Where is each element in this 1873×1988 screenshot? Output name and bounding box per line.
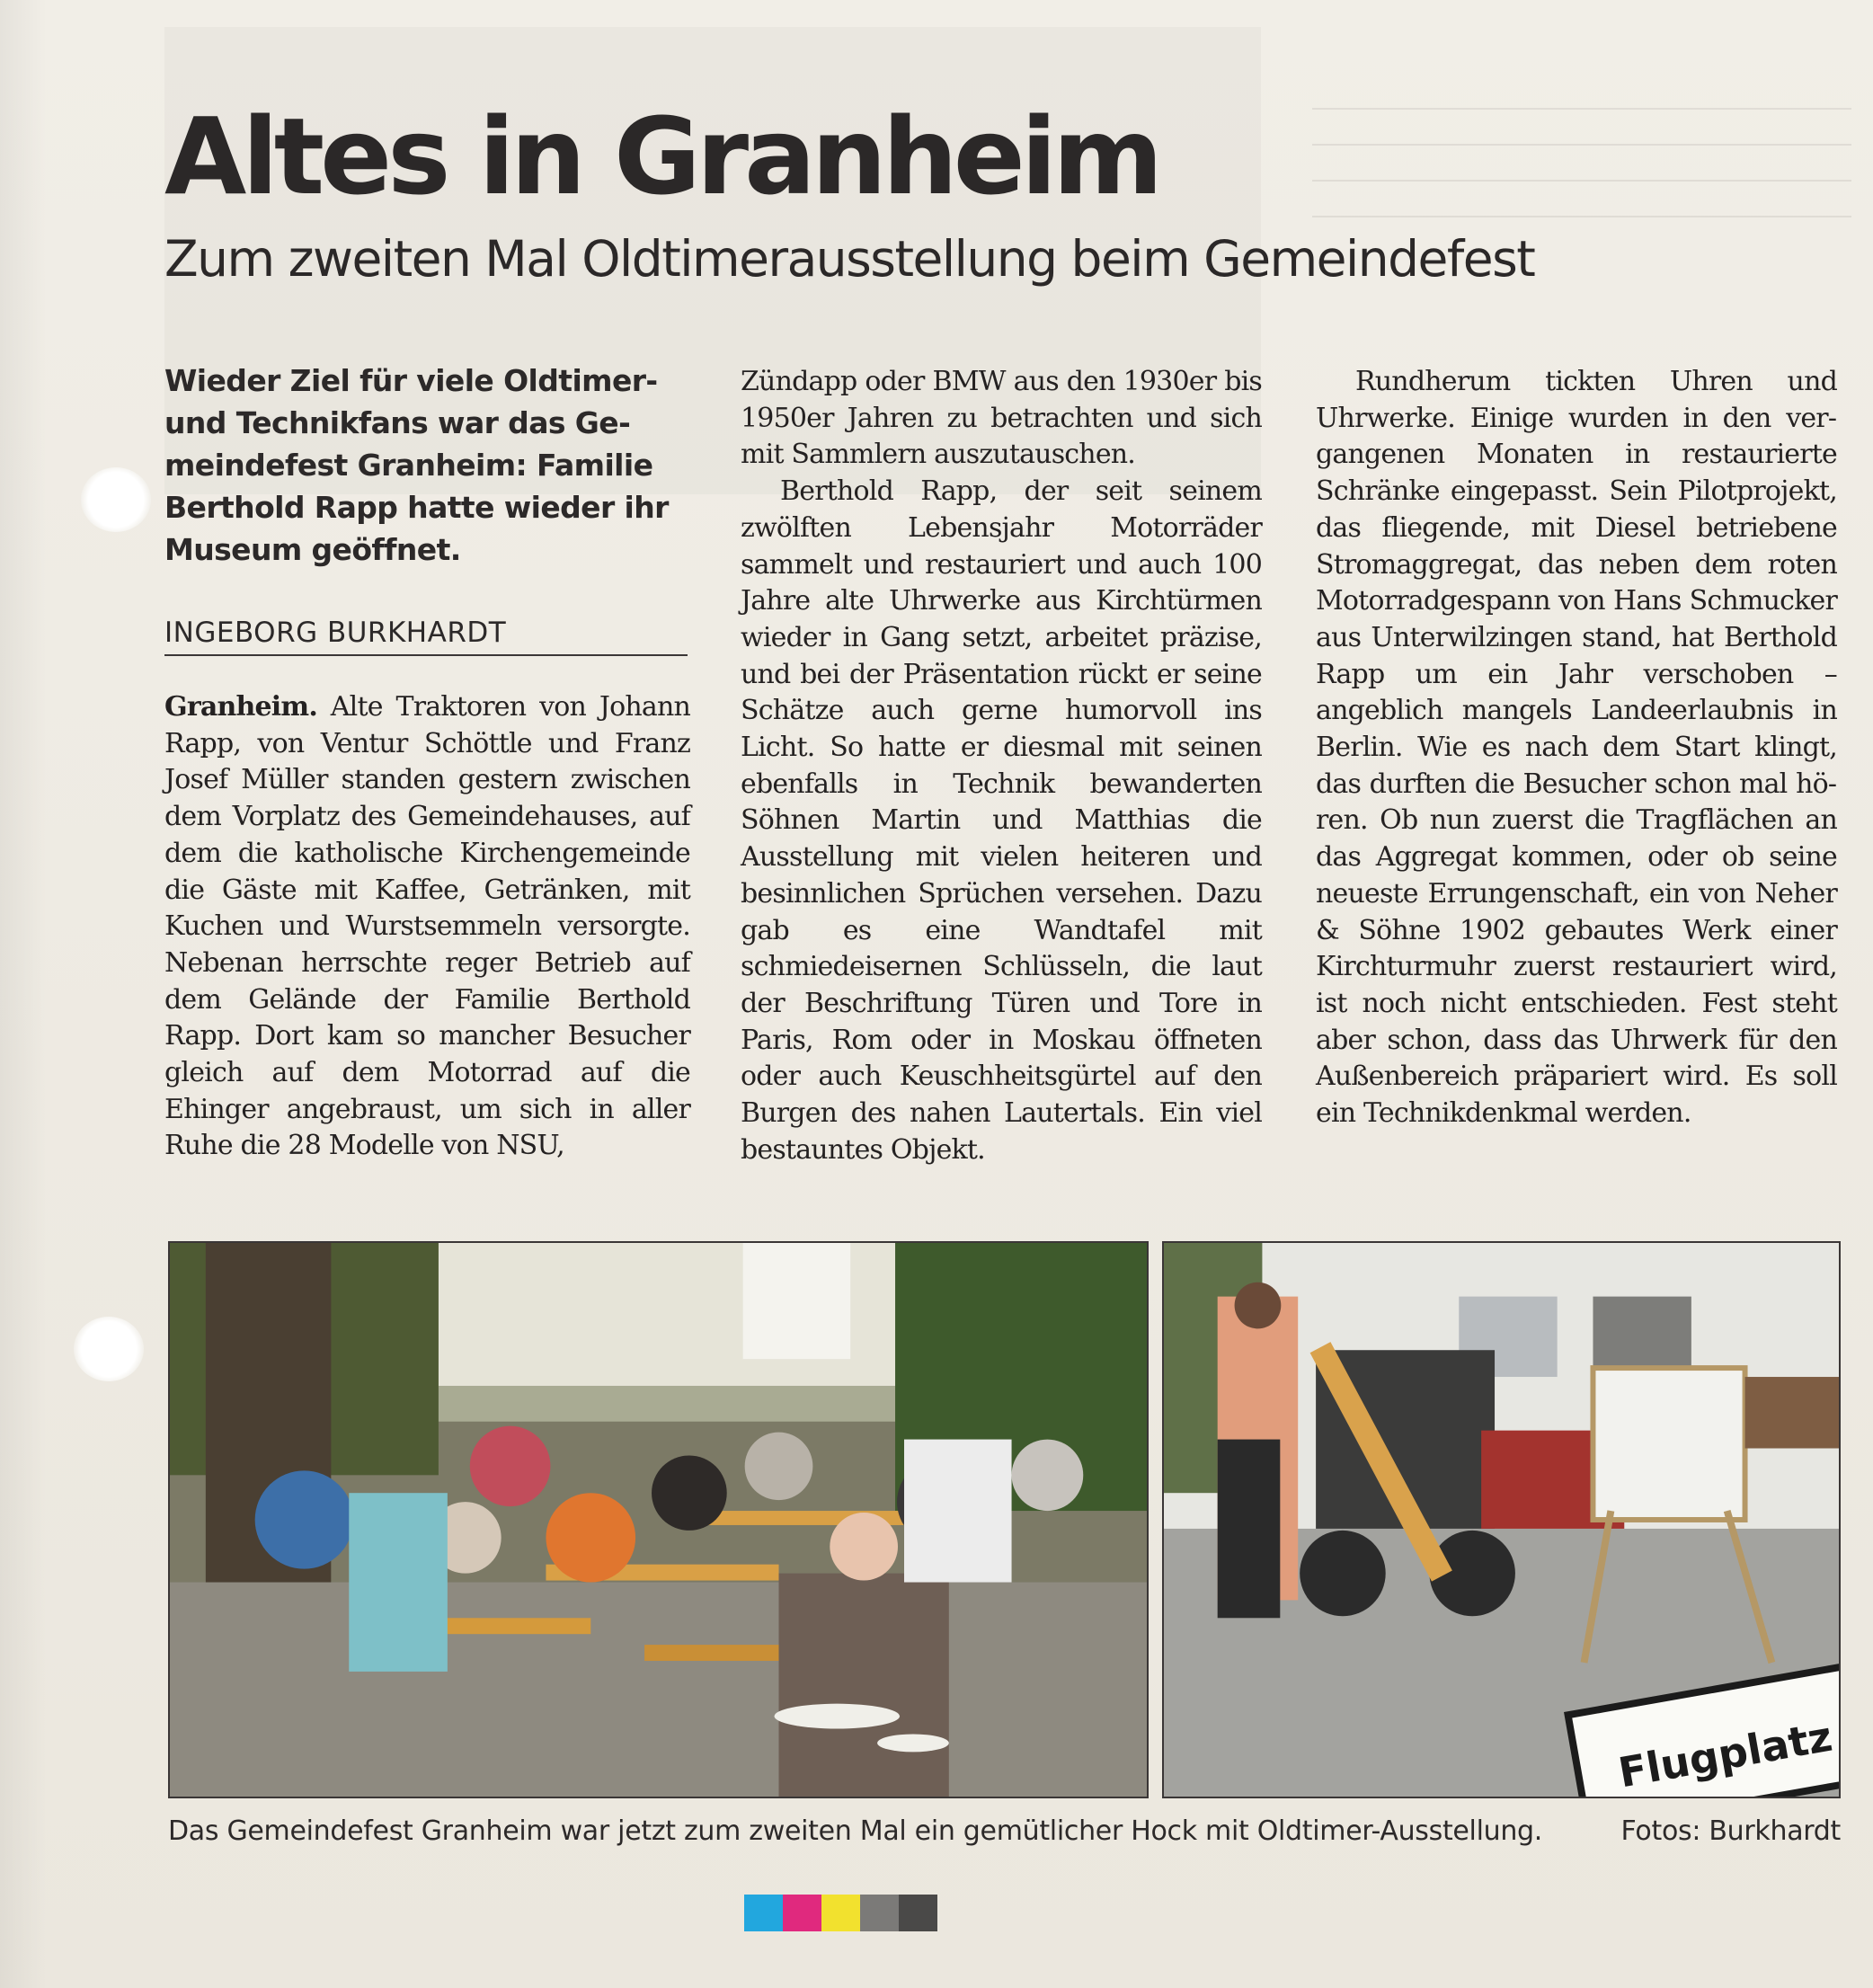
show-through-line	[1312, 216, 1851, 217]
lead-paragraph: Wieder Ziel für viele Oldtimer- und Technikfans war das Gemeindefest Granheim: Familie Berthold Rapp hatte wieder ihr Museum geöffnet.	[164, 363, 669, 567]
show-through-line	[1312, 108, 1851, 110]
photo-caption-line	[168, 1815, 1841, 1847]
print-color-bar	[744, 1895, 937, 1931]
text-column-2	[741, 364, 1262, 1168]
paragraph: Berthold Rapp, der seit seinem zwölften Lebensjahr Motorräder sammelt und restauriert und auch 100 Jahre alte Uhrwerke aus Kirchtürmen wieder in Gang setzt, arbeitet präzise, und bei der Präsentation rückt er seine Schätze auch gerne humorvoll ins Licht. So hatte er diesmal mit seinen ebenfalls in Technik bewanderten Söhnen Martin und Matthias die Ausstellung mit vielen heiteren und besinnlichen Sprüchen versehen. Dazu gab es eine Wandtafel mit schmiedeisernen Schlüsseln, die laut der Beschriftung Türen und Tore in Paris, Rom oder in Moskau öffneten oder auch Keuschheitsgürtel auf den Burgen des nahen Lautertals. Ein viel bestauntes Objekt.	[741, 475, 1262, 1166]
swatch-magenta	[783, 1895, 821, 1931]
subheadline: Zum zweiten Mal Oldtimerausstellung beim Gemeindefest	[164, 230, 1535, 288]
swatch-cyan	[744, 1895, 783, 1931]
swatch-dark-grey	[899, 1895, 937, 1931]
paragraph: Zündapp oder BMW aus den 1930er bis 1950er Jahren zu betrachten und sich mit Sammlern auszutauschen.	[741, 366, 1262, 471]
photo-engine-exhibit	[1162, 1241, 1841, 1798]
photo-festival-crowd	[168, 1241, 1149, 1798]
festival-crowd-illustration	[170, 1243, 1147, 1797]
photo-caption: Das Gemeindefest Granheim war jetzt zum zweiten Mal ein gemütlicher Hock mit Oldtimer-Ausstellung.	[168, 1815, 1543, 1847]
headline: Altes in Granheim	[164, 94, 1159, 218]
text-column-3	[1316, 364, 1837, 1132]
swatch-grey	[860, 1895, 899, 1931]
author-byline: INGEBORG BURKHARDT	[164, 617, 688, 656]
text-column-1	[164, 689, 690, 1165]
swatch-yellow	[821, 1895, 860, 1931]
show-through-line	[1312, 144, 1851, 146]
punch-hole-top	[81, 467, 151, 532]
paragraph	[164, 689, 690, 1165]
engine-exhibit-illustration	[1164, 1243, 1839, 1797]
photo-credit: Fotos: Burkhardt	[1620, 1815, 1841, 1847]
punch-hole-bottom	[74, 1317, 144, 1381]
dateline: Granheim.	[164, 691, 317, 723]
paragraph: Rundherum tickten Uhren und Uhrwerke. Einige wurden in den vergangenen Monaten in restaurierte Schränke eingepasst. Sein Pilotprojekt, das fliegende, mit Diesel betriebene Stromaggregat, das neben dem roten Motorradgespann von Hans Schmucker aus Unterwilzingen stand, hat Berthold Rapp um ein Jahr verschoben – angeblich mangels Landeerlaubnis in Berlin. Wie es nach dem Start klingt, das durften die Besucher schon mal hören. Ob nun zuerst die Tragflächen an das Aggregat kommen, oder ob seine neueste Errungenschaft, ein von Neher & Söhne 1902 gebautes Werk einer Kirchturmuhr zuerst restauriert wird, ist noch nicht entschieden. Fest steht aber schon, dass das Uhrwerk für den Außenbereich präpariert wird. Es soll ein Technikdenkmal werden.	[1316, 366, 1837, 1130]
paragraph-text: Alte Traktoren von Johann Rapp, von Ventur Schöttle und Franz Josef Müller standen gestern zwischen dem Vorplatz des Gemeindehauses, auf dem die katholische Kirchengemeinde die Gäste mit Kaffee, Getränken, mit Kuchen und Wurstsemmeln versorgte. Nebenan herrschte reger Betrieb auf dem Gelände der Familie Berthold Rapp. Dort kam so mancher Besucher gleich auf dem Motorrad auf die Ehinger angebraust, um sich in aller Ruhe die 28 Modelle von NSU,	[164, 691, 690, 1162]
sign-label: Flugplatz	[1614, 1712, 1836, 1797]
show-through-line	[1312, 180, 1851, 182]
